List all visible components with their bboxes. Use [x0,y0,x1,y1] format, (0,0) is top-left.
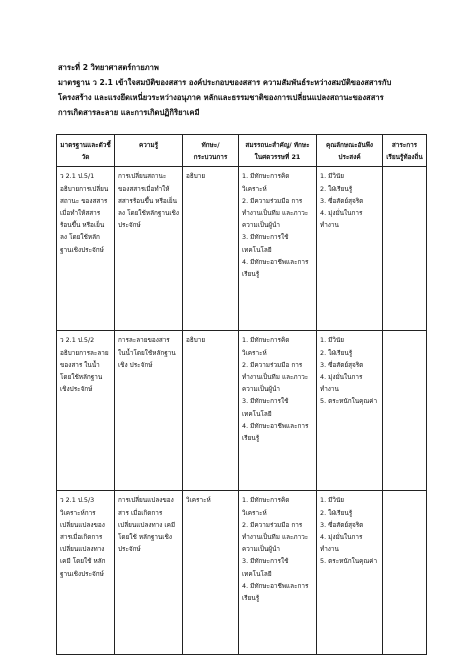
header-traits: คุณลักษณะอันพึงประสงค์ [317,135,383,167]
competency-item: 4. มีทักษะอาชีพและการเรียนรู้ [242,581,309,603]
competency-item: 1. มีทักษะการคิดวิเคราะห์ [242,172,290,193]
competency-item: 3. มีทักษะการใช้เทคโนโลยี [242,557,289,578]
traits-cell [317,491,383,655]
trait-item: 1. มีวินัย [320,336,345,345]
competencies-cell [239,167,317,331]
skill-cell: อธิบาย [183,331,239,491]
local-cell [383,331,427,491]
indicator-cell: ว 2.1 ป.5/2 อธิบายการละลายของสาร ในน้ำโดยใช้หลักฐานเชิงประจักษ์ [57,331,115,491]
traits-cell [317,331,383,491]
table-row [57,331,427,491]
competency-item: 2. มีความร่วมมือ การทำงานเป็นทีม และภาวะความเป็นผู้นำ [242,196,309,230]
curriculum-table [56,134,427,655]
competency-item: 4. มีทักษะอาชีพและการเรียนรู้ [242,257,309,279]
standard-line-2: โครงสร้าง และแรงยึดเหนี่ยวระหว่างอนุภาค หลักและธรรมชาติของการเปลี่ยนแปลงสถานะของสสาร [58,93,384,102]
trait-item: 1. มีวินัย [320,496,345,505]
indicator-cell: ว 2.1 ป.5/3 วิเคราะห์การเปลี่ยนแปลงของสารเมื่อเกิดการเปลี่ยนแปลงทาง เคมี โดยใช้ หลักฐานเชิงประจักษ์ [57,491,115,655]
knowledge-cell: การเปลี่ยนสถานะ ของสสารเมื่อทำให้สสารร้อนขึ้น หรือเย็นลง โดยใช้หลักฐานเชิง ประจักษ์ [115,167,183,331]
trait-item: 3. ซื่อสัตย์สุจริต [320,520,364,529]
trait-item: 2. ใฝ่เรียนรู้ [320,348,353,357]
knowledge-cell: การละลายของสาร ในน้ำโดยใช้หลักฐานเชิง ประจักษ์ [115,331,183,491]
indicator-cell: ว 2.1 ป.5/1 อธิบายการเปลี่ยนสถานะ ของสสารเมื่อทำให้สสารร้อนขึ้น หรือเย็นลง โดยใช้หลักฐานเชิงประจักษ์ [57,167,115,331]
local-cell [383,491,427,655]
trait-item: 1. มีวินัย [320,172,345,181]
trait-item: 5. ตระหนักในคุณค่า [320,397,378,406]
table-row [57,167,427,331]
competency-item: 2. มีความร่วมมือ การทำงานเป็นทีม และภาวะความเป็นผู้นำ [242,360,309,394]
strand-title: สาระที่ 2 วิทยาศาสตร์กายภาพ [58,63,159,72]
header-knowledge: ความรู้ [115,135,183,167]
competencies-cell [239,491,317,655]
local-cell [383,167,427,331]
competency-item: 2. มีความร่วมมือ การทำงานเป็นทีม และภาวะความเป็นผู้นำ [242,520,309,554]
trait-item: 3. ซื่อสัตย์สุจริต [320,360,364,369]
competency-item: 1. มีทักษะการคิดวิเคราะห์ [242,336,290,357]
skill-cell: วิเคราะห์ [183,491,239,655]
competency-item: 4. มีทักษะอาชีพและการเรียนรู้ [242,421,309,443]
trait-item: 2. ใฝ่เรียนรู้ [320,508,353,517]
header-indicator: มาตรฐานและตัวชี้วัด [57,135,115,167]
skill-cell: อธิบาย [183,167,239,331]
competency-item: 3. มีทักษะการใช้เทคโนโลยี [242,233,289,254]
trait-item: 3. ซื่อสัตย์สุจริต [320,196,364,205]
competency-item: 1. มีทักษะการคิดวิเคราะห์ [242,496,290,517]
standard-line-1: มาตรฐาน ว 2.1 เข้าใจสมบัติของสสาร องค์ประกอบของสสาร ความสัมพันธ์ระหว่างสมบัติของสสารกับ [58,78,392,87]
header-skill: ทักษะ/ กระบวนการ [183,135,239,167]
trait-item: 2. ใฝ่เรียนรู้ [320,184,353,193]
trait-item: 4. มุ่งมั่นในการทำงาน [320,533,363,554]
standard-line-3: การเกิดสารละลาย และการเกิดปฏิกิริยาเคมี [58,108,200,117]
header-local: สาระการเรียนรู้ท้องถิ่น [383,135,427,167]
table-row [57,491,427,655]
trait-item: 5. ตระหนักในคุณค่า [320,557,378,566]
trait-item: 4. มุ่งมั่นในการทำงาน [320,373,363,394]
competency-item: 3. มีทักษะการใช้เทคโนโลยี [242,397,289,418]
traits-cell [317,167,383,331]
trait-item: 4. มุ่งมั่นในการทำงาน [320,209,363,230]
knowledge-cell: การเปลี่ยนแปลงของสาร เมื่อเกิดการ เปลี่ยนแปลงทาง เคมี โดยใช้ หลักฐานเชิง ประจักษ์ [115,491,183,655]
table-header-row [57,135,427,167]
header-competencies: สมรรถนะสำคัญ/ ทักษะในศตวรรษที่ 21 [239,135,317,167]
competencies-cell [239,331,317,491]
